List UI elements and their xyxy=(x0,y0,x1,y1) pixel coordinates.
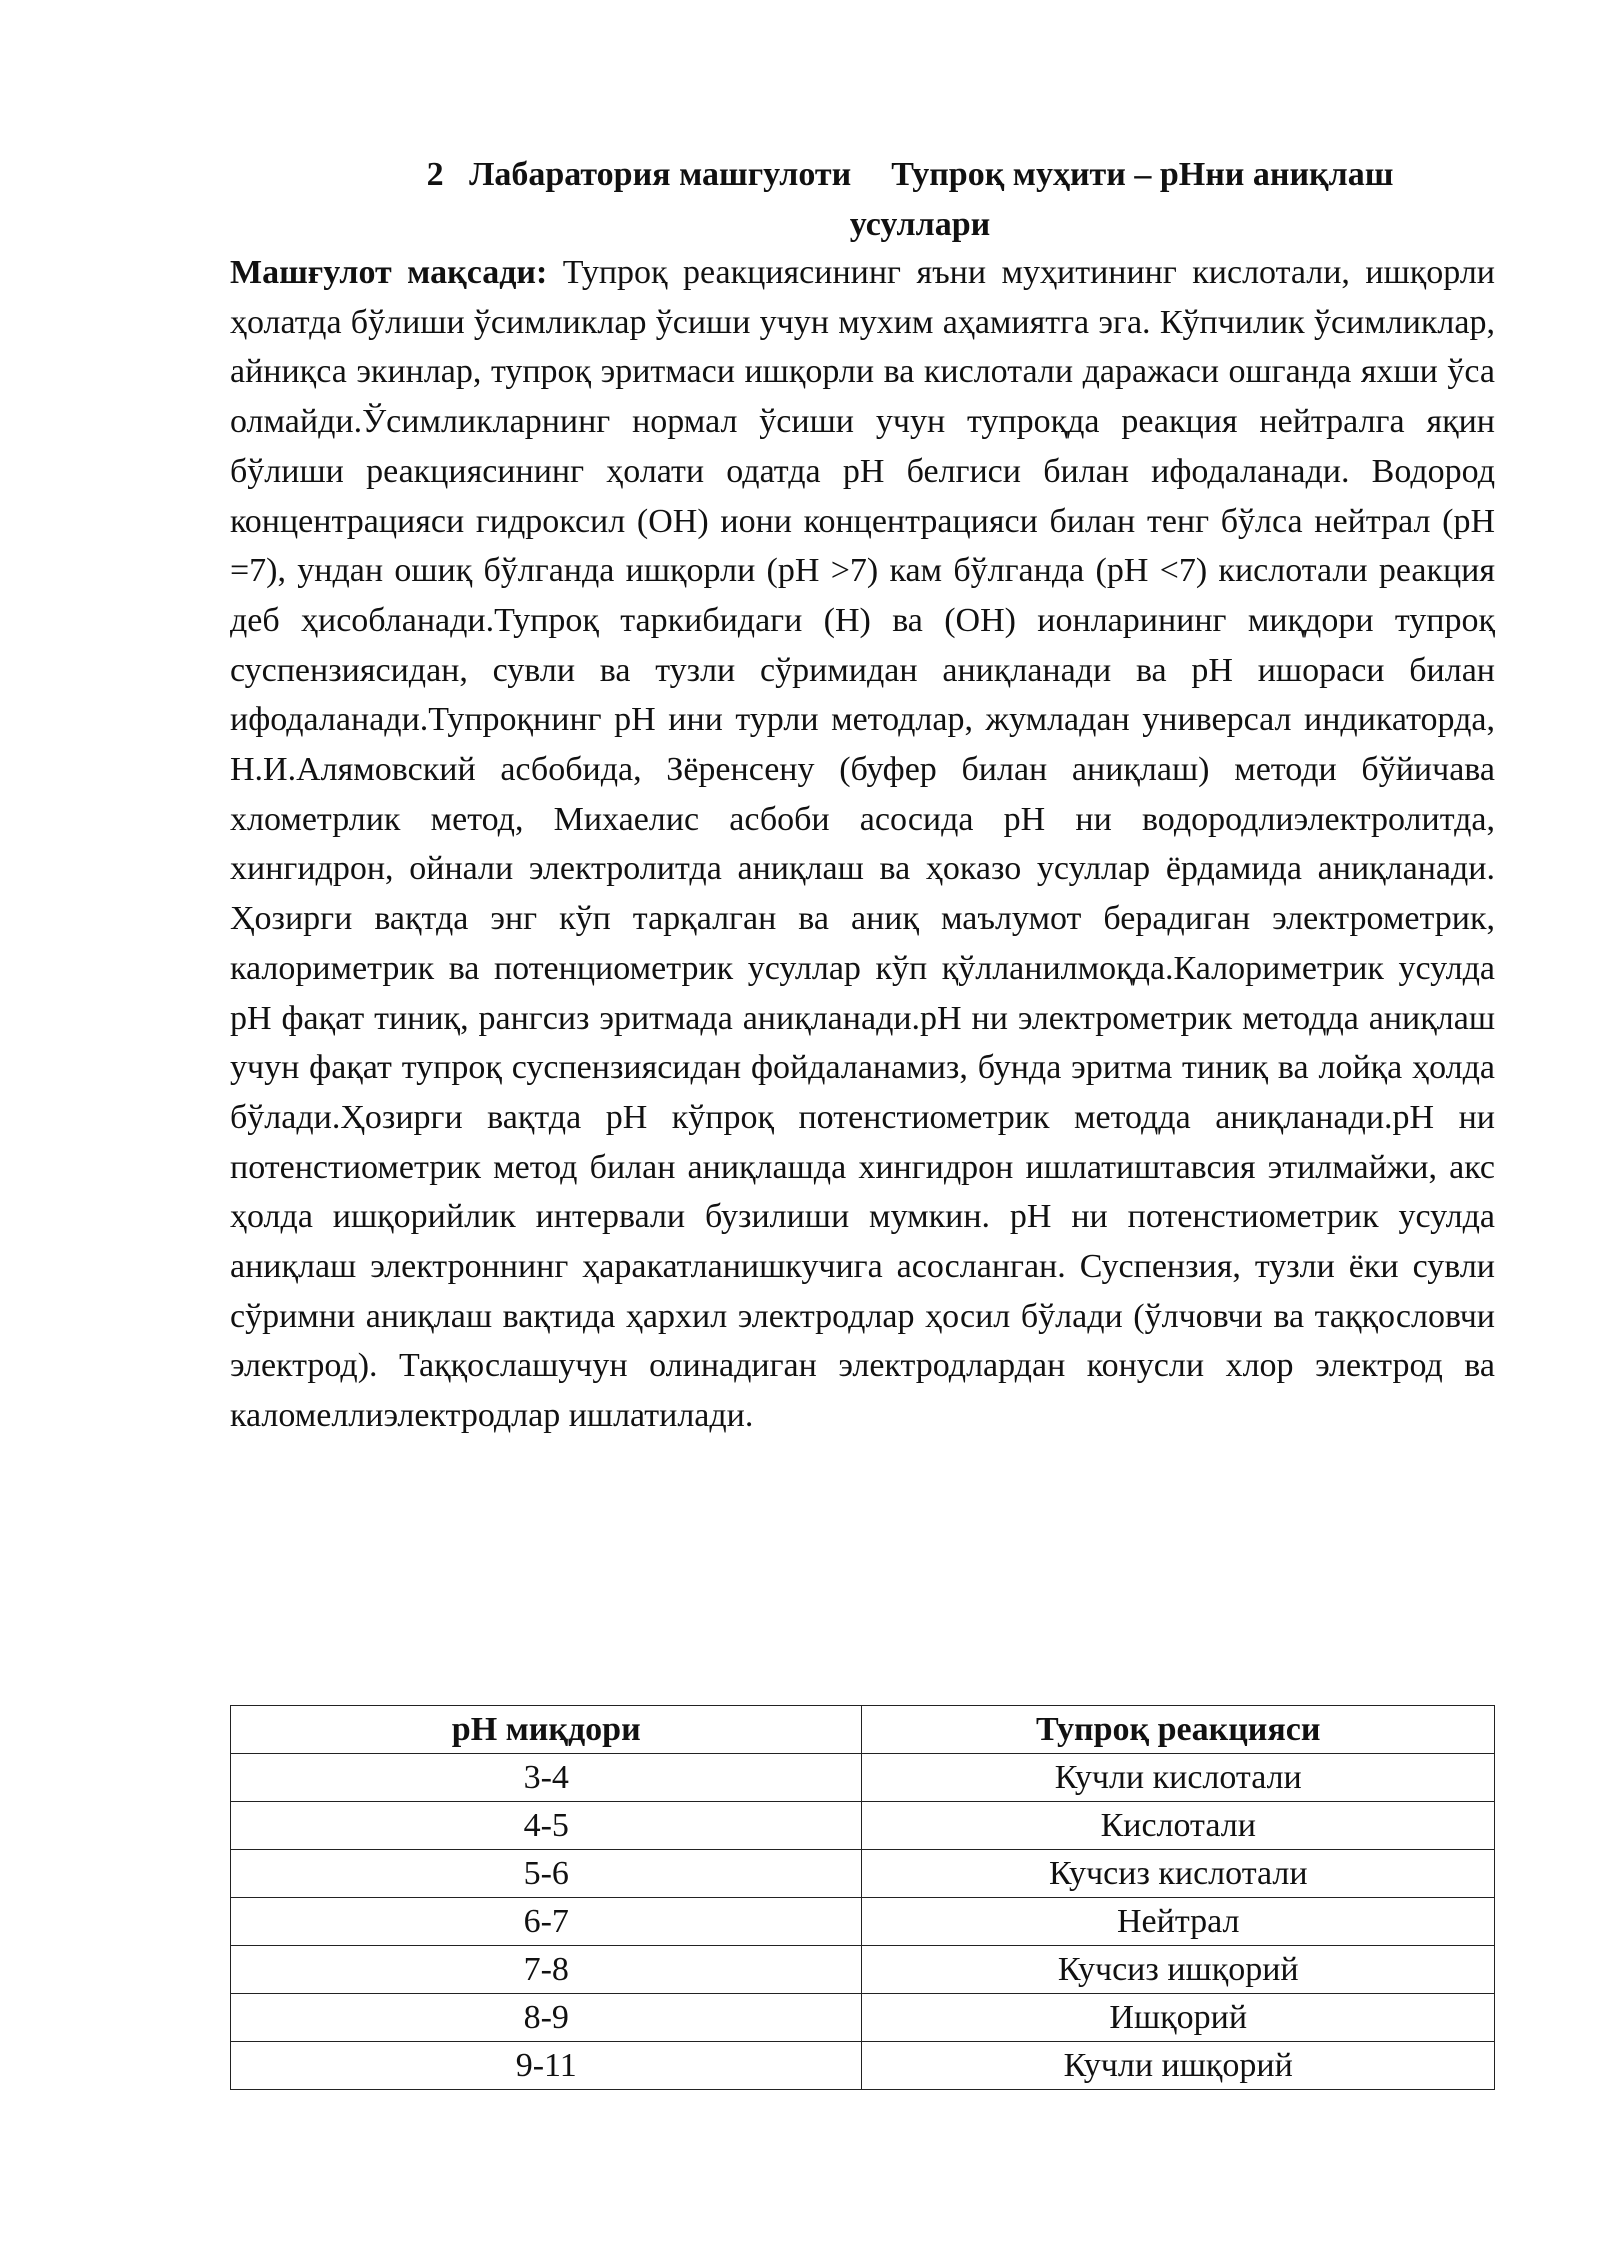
table-row xyxy=(231,1802,1495,1850)
column-header-soil-reaction: Тупроқ реакцияси xyxy=(862,1706,1495,1754)
ph-range-cell: 5-6 xyxy=(231,1850,862,1898)
lab-label: Лабаратория машгулоти xyxy=(469,156,852,193)
objective-text: Тупроқ реакциясининг яъни муҳитининг кислотали, ишқорли ҳолатда бўлиши ўсимликлар ўсиши учун мухим аҳамиятга эга. Кўпчилик ўсимликлар, айниқса экинлар, тупроқ эритмаси ишқорли ва кислотали даражаси ошганда яхши ўса олмайди.Ўсимликларнинг нормал ўсиши учун тупроқда реакция нейтралга яқин бўлиши реакциясининг ҳолати одатда рН белгиси билан ифодаланади. Водород концентрацияси гидроксил (ОН) иони концентрацияси билан тенг бўлса нейтрал (рН =7), ундан ошиқ бўлганда ишқорли (рН >7) кам бўлганда (рН <7) кислотали реакция деб ҳисобланади.Тупроқ таркибидаги (Н) ва (ОН) ионларининг миқдори тупроқ суспензиясидан, сувли ва тузли сўримидан аниқланади ва рН ишораси билан ифодаланади.Тупроқнинг рН ини турли методлар, жумладан универсал индикаторда, Н.И.Алямовский асбобида, Зёренсену (буфер билан аниқлаш) методи бўйичава хлометрлик метод, Михаелис асбоби асосида рН ни водородлиэлектролитда, хингидрон, ойнали электролитда аниқлаш ва ҳоказо усуллар ёрдамида аниқланади. Ҳозирги вақтда энг кўп тарқалган ва аниқ маълумот берадиган электрометрик, калориметрик ва потенциометрик усуллар кўп қўлланилмоқда.Калориметрик усулда рН фақат тиниқ, рангсиз эритмада аниқланади.рН ни электрометрик методда аниқлаш учун фақат тупроқ суспензиясидан фойдаланамиз, бунда эритма тиниқ ва лойқа ҳолда бўлади.Ҳозирги вақтда рН кўпроқ потенстиометрик методда аниқланади.рН ни потенстиометрик метод билан аниқлашда хингидрон ишлатиштавсия этилмайжи, акс ҳолда ишқорийлик интервали бузилиши мумкин. рН ни потенстиометрик усулда аниқлаш электроннинг ҳаракатланишкучига асосланган. Суспензия, тузли ёки сувли сўримни аниқлаш вақтида ҳархил электродлар ҳосил бўлади (ўлчовчи ва таққословчи электрод). Таққослашучун олинадиган электродлардан конусли хлор электрод ва каломеллиэлектродлар ишлатилади. xyxy=(230,254,1495,1435)
title-line-1 xyxy=(210,150,1600,200)
reaction-cell: Кучсиз ишқорий xyxy=(862,1946,1495,1994)
reaction-cell: Ишқорий xyxy=(862,1994,1495,2042)
table-header-row xyxy=(231,1706,1495,1754)
ph-range-cell: 8-9 xyxy=(231,1994,862,2042)
table-row xyxy=(231,2042,1495,2090)
table-row xyxy=(231,1898,1495,1946)
ph-range-cell: 6-7 xyxy=(231,1898,862,1946)
reaction-cell: Кучли кислотали xyxy=(862,1754,1495,1802)
reaction-cell: Нейтрал xyxy=(862,1898,1495,1946)
table-row xyxy=(231,1946,1495,1994)
reaction-cell: Кислотали xyxy=(862,1802,1495,1850)
lab-topic: Тупроқ муҳити – рНни аниқлаш xyxy=(891,156,1394,193)
ph-range-cell: 9-11 xyxy=(231,2042,862,2090)
ph-reaction-table xyxy=(230,1705,1495,2090)
lab-number: 2 xyxy=(426,156,444,193)
ph-range-cell: 3-4 xyxy=(231,1754,862,1802)
column-header-ph-amount: рН миқдори xyxy=(231,1706,862,1754)
table-row xyxy=(231,1850,1495,1898)
table-row xyxy=(231,1754,1495,1802)
table-row xyxy=(231,1994,1495,2042)
reaction-cell: Кучсиз кислотали xyxy=(862,1850,1495,1898)
ph-range-cell: 4-5 xyxy=(231,1802,862,1850)
objective-label: Машғулот мақсади: xyxy=(230,254,548,291)
reaction-cell: Кучли ишқорий xyxy=(862,2042,1495,2090)
page-title xyxy=(230,150,1600,250)
lab-topic-continued: усуллари xyxy=(849,206,991,243)
objective-paragraph xyxy=(230,248,1495,1441)
ph-range-cell: 7-8 xyxy=(231,1946,862,1994)
